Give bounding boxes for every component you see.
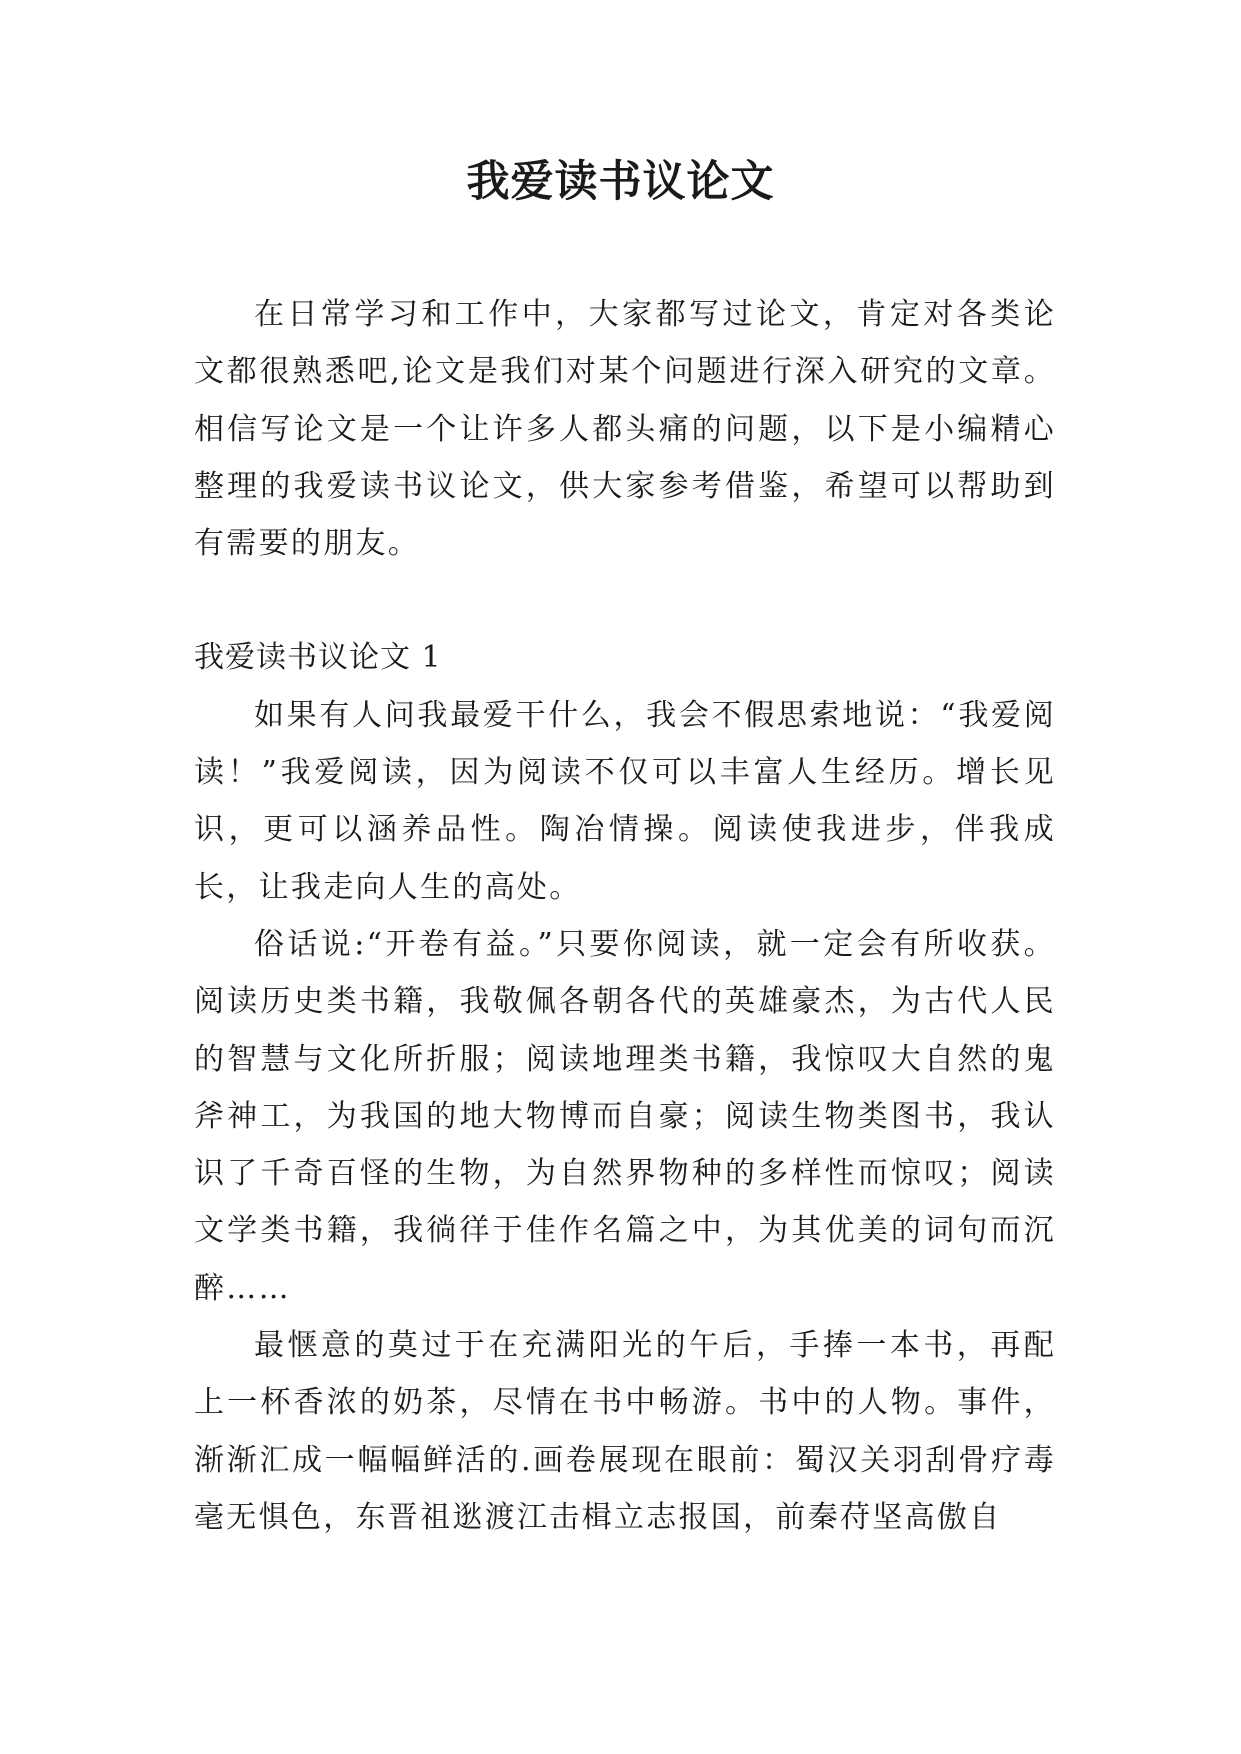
intro-paragraph: 在日常学习和工作中，大家都写过论文，肯定对各类论文都很熟悉吧,论文是我们对某个问题进行深入研究的文章。相信写论文是一个让许多人都头痛的问题，以下是小编精心整理的我爱读书议论文，供大家参考借鉴，希望可以帮助到有需要的朋友。 xyxy=(194,297,1056,562)
body-paragraph: 如果有人问我最爱干什么，我会不假思索地说：“我爱阅读！”我爱阅读，因为阅读不仅可以丰富人生经历。增长见识，更可以涵养品性。陶冶情操。阅读使我进步，伴我成长，让我走向人生的高处。 xyxy=(194,697,1056,905)
document-body xyxy=(194,286,1056,1546)
document-title: 我爱读书议论文 xyxy=(466,157,775,207)
body-paragraph: 俗话说:“开卷有益。”只要你阅读，就一定会有所收获。阅读历史类书籍，我敬佩各朝各代的英雄豪杰，为古代人民的智慧与文化所折服；阅读地理类书籍，我惊叹大自然的鬼斧神工，为我国的地大物博而自豪；阅读生物类图书，我认识了千奇百怪的生物，为自然界物种的多样性而惊叹；阅读文学类书籍，我徜徉于佳作名篇之中，为其优美的词句而沉醉…… xyxy=(194,926,1056,1306)
body-paragraph: 最惬意的莫过于在充满阳光的午后，手捧一本书，再配上一杯香浓的奶茶，尽情在书中畅游。书中的人物。事件，渐渐汇成一幅幅鲜活的.画卷展现在眼前：蜀汉关羽刮骨疗毒毫无惧色，东晋祖逖渡江击楫立志报国，前秦苻坚高傲自 xyxy=(194,1328,1056,1535)
section-heading: 我爱读书议论文 1 xyxy=(194,640,442,676)
